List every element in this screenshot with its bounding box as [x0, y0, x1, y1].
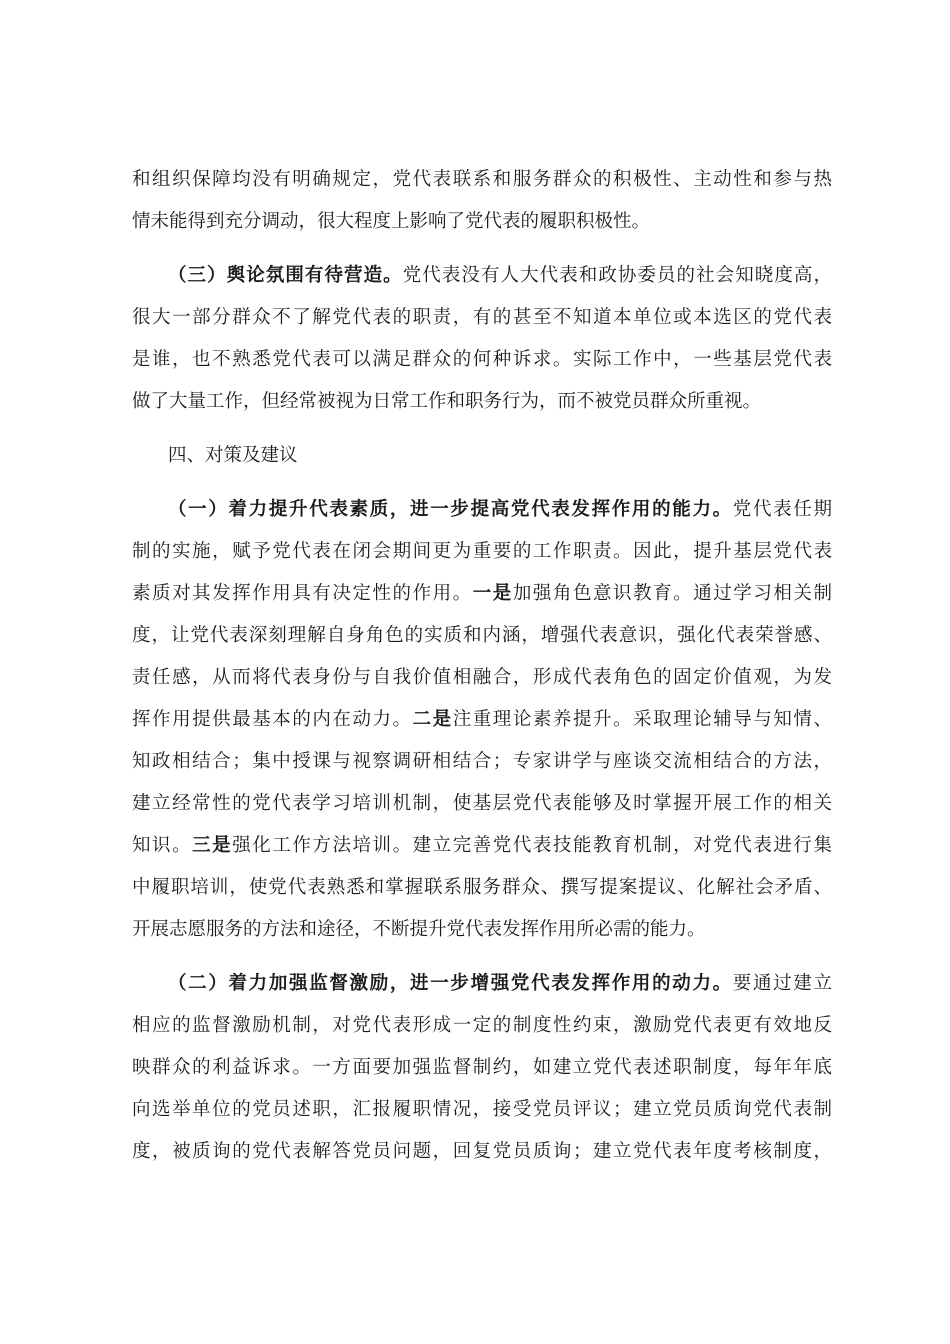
paragraph-line: 是谁，也不熟悉党代表可以满足群众的何种诉求。实际工作中，一些基层党代表	[132, 349, 832, 370]
paragraph-line: 责任感，从而将代表身份与自我价值相融合，形成代表角色的固定价值观，为发	[132, 667, 832, 688]
paragraph-line: 制的实施，赋予党代表在闭会期间更为重要的工作职责。因此，提升基层党代表	[132, 541, 832, 562]
paragraph-text: 挥作用提供最基本的内在动力。	[132, 709, 413, 730]
bold-marker: 一是	[472, 583, 513, 604]
paragraph-line: 相应的监督激励机制，对党代表形成一定的制度性约束，激励党代表更有效地反	[132, 1015, 832, 1036]
paragraph-text: 素质对其发挥作用具有决定性的作用。	[132, 583, 473, 604]
paragraph-line: 向选举单位的党员述职，汇报履职情况，接受党员评议；建立党员质询党代表制	[132, 1099, 832, 1120]
paragraph-text: 党代表任期	[732, 499, 832, 520]
paragraph-line: 知政相结合；集中授课与视察调研相结合；专家讲学与座谈交流相结合的方法，	[132, 751, 832, 772]
section-heading: 四、对策及建议	[168, 445, 298, 466]
paragraph-line	[132, 832, 832, 860]
paragraph-text: 要通过建立	[732, 973, 832, 994]
paragraph-line: 很大一部分群众不了解党代表的职责，有的甚至不知道本单位或本选区的党代表	[132, 307, 832, 328]
paragraph-text: 强化工作方法培训。建立完善党代表技能教育机制，对党代表进行集	[232, 835, 832, 856]
paragraph-line: 和组织保障均没有明确规定，党代表联系和服务群众的积极性、主动性和参与热	[132, 169, 832, 190]
paragraph-line	[168, 970, 832, 998]
paragraph-text: 党代表没有人大代表和政协委员的社会知晓度高，	[402, 265, 832, 286]
paragraph-line	[168, 262, 832, 290]
bold-marker: 三是	[192, 835, 233, 856]
paragraph-line: 度，被质询的党代表解答党员问题，回复党员质询；建立党代表年度考核制度，	[132, 1141, 832, 1162]
paragraph-line	[168, 496, 832, 524]
paragraph-lead-heading: （二）着力加强监督激励，进一步增强党代表发挥作用的动力。	[168, 973, 733, 994]
paragraph-line: 开展志愿服务的方法和途径，不断提升党代表发挥作用所必需的能力。	[132, 919, 706, 940]
paragraph-text: 注重理论素养提升。采取理论辅导与知情、	[452, 709, 832, 730]
paragraph-line: 中履职培训，使党代表熟悉和掌握联系服务群众、撰写提案提议、化解社会矛盾、	[132, 877, 832, 898]
bold-marker: 二是	[412, 709, 453, 730]
paragraph-line	[132, 706, 832, 734]
paragraph-text: 知识。	[132, 835, 193, 856]
paragraph-line: 度，让党代表深刻理解自身角色的实质和内涵，增强代表意识，强化代表荣誉感、	[132, 625, 832, 646]
paragraph-lead-heading: （一）着力提升代表素质，进一步提高党代表发挥作用的能力。	[168, 499, 733, 520]
paragraph-line: 映群众的利益诉求。一方面要加强监督制约，如建立党代表述职制度，每年年底	[132, 1057, 832, 1078]
paragraph-line: 建立经常性的党代表学习培训机制，使基层党代表能够及时掌握开展工作的相关	[132, 793, 832, 814]
paragraph-text: 加强角色意识教育。通过学习相关制	[512, 583, 832, 604]
paragraph-line: 做了大量工作，但经常被视为日常工作和职务行为，而不被党员群众所重视。	[132, 391, 762, 412]
paragraph-lead-heading: （三）舆论氛围有待营造。	[168, 265, 403, 286]
paragraph-line	[132, 580, 832, 608]
paragraph-line: 情未能得到充分调动，很大程度上影响了党代表的履职积极性。	[132, 211, 651, 232]
